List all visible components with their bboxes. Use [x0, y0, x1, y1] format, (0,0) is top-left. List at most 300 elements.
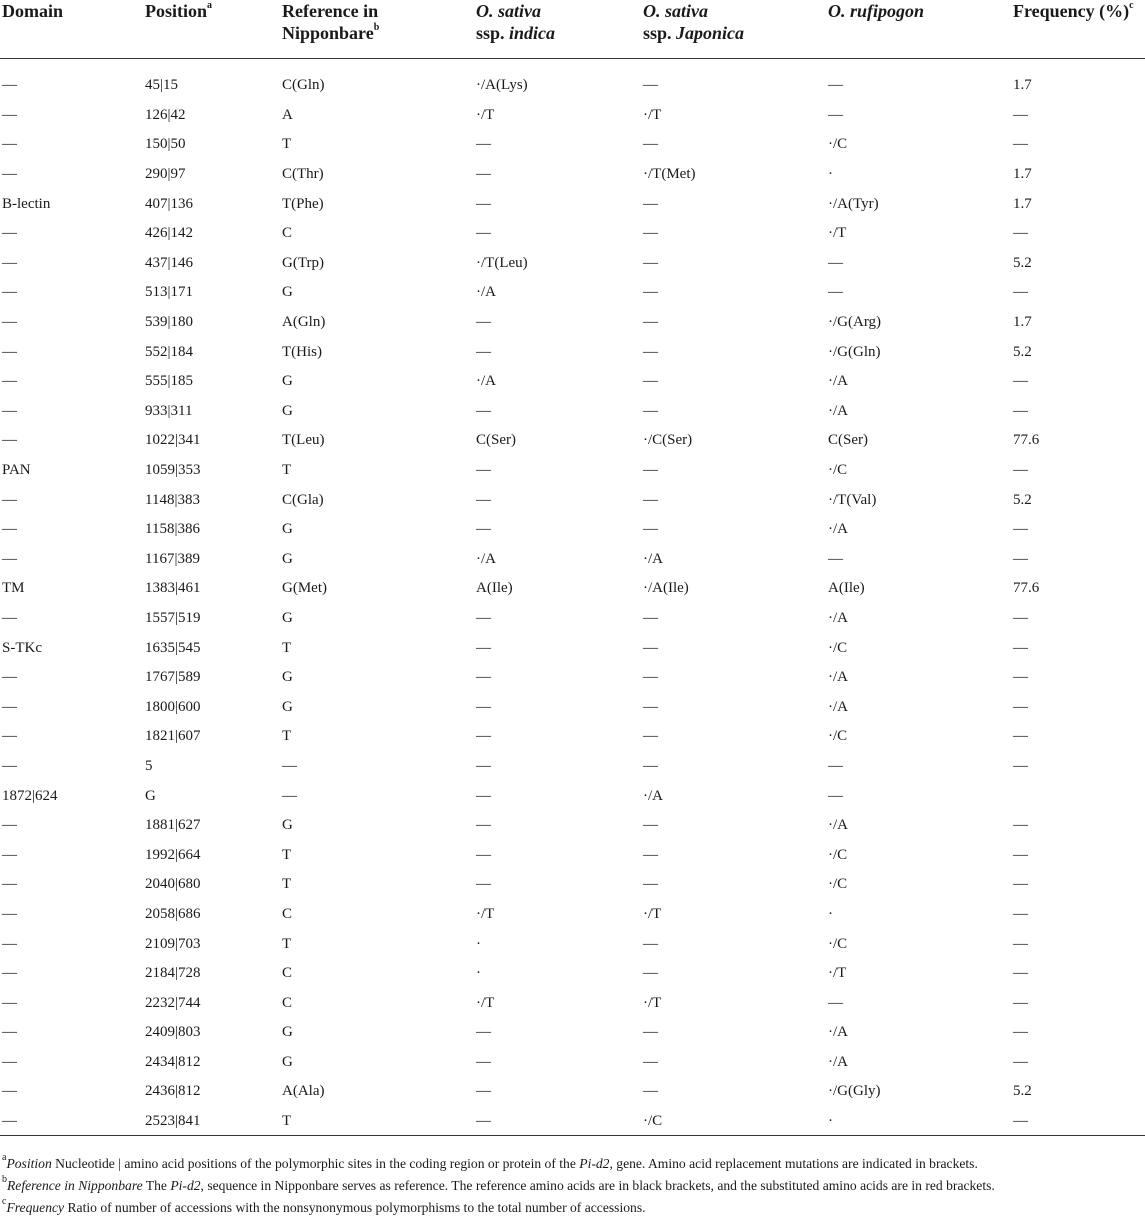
domain-cell: — — [2, 669, 17, 686]
japonica-cell: ·/C — [641, 1106, 826, 1136]
indica-cell: ·/A — [476, 284, 496, 301]
position-cell: 1167|389 — [145, 550, 200, 567]
table-row — [0, 396, 1145, 426]
reference-cell: G — [282, 698, 293, 715]
table-row — [0, 71, 1145, 101]
reference-cell: T — [282, 462, 292, 479]
rufipogon-cell: ·/C — [828, 876, 848, 893]
position-cell: 2109|703 — [145, 935, 201, 952]
frequency-cell: — — [1013, 609, 1028, 626]
indica-cell: A(Ile) — [476, 580, 513, 597]
indica-cell: — — [476, 846, 491, 863]
table-row — [0, 958, 1145, 988]
table-row — [0, 100, 1145, 130]
table-row — [0, 218, 1145, 248]
frequency-cell: 77.6 — [1013, 432, 1040, 449]
rufipogon-cell: ·/G(Arg) — [828, 314, 882, 331]
rufipogon-cell: ·/T(Val) — [828, 491, 877, 508]
reference-cell: T — [280, 1106, 474, 1136]
domain-cell: S-TKc — [2, 639, 42, 656]
reference-cell: C — [282, 994, 293, 1011]
rufipogon-cell: ·/A — [828, 373, 848, 390]
header-row — [0, 0, 1145, 58]
indica-cell: — — [476, 343, 491, 360]
japonica-cell: — — [643, 935, 658, 952]
indica-cell: — — [476, 462, 491, 479]
reference-cell: C(Gla) — [282, 491, 324, 508]
table-row — [0, 278, 1145, 308]
indica-cell: — — [476, 195, 491, 212]
position-cell: 1800|600 — [145, 698, 201, 715]
japonica-cell: — — [643, 1053, 658, 1070]
frequency-cell: — — [1013, 550, 1028, 567]
table-row — [0, 988, 1145, 1018]
indica-cell: — — [476, 728, 491, 745]
rufipogon-cell: ·/A — [828, 402, 848, 419]
reference-cell: G — [282, 284, 293, 301]
japonica-cell: — — [643, 462, 658, 479]
rufipogon-cell: ·/C — [828, 136, 848, 153]
japonica-cell: ·/T(Met) — [643, 166, 696, 183]
domain-cell: — — [2, 1024, 17, 1041]
position-cell: 2232|744 — [145, 994, 201, 1011]
rufipogon-cell: · — [828, 905, 833, 922]
indica-cell: ·/A — [476, 550, 496, 567]
table-row — [0, 130, 1145, 160]
domain-cell: — — [2, 698, 17, 715]
japonica-cell: — — [643, 669, 658, 686]
frequency-cell: 1.7 — [1013, 195, 1032, 212]
frequency-cell: — — [1013, 521, 1028, 538]
domain-cell: — — [2, 965, 17, 982]
rufipogon-cell: ·/A — [828, 817, 848, 834]
reference-cell: T(His) — [282, 343, 322, 360]
japonica-cell: ·/T — [643, 994, 662, 1011]
position-cell: 126|42 — [145, 106, 186, 123]
footnotes — [0, 1153, 1145, 1219]
japonica-cell: — — [643, 1083, 658, 1100]
indica-cell: C(Ser) — [476, 432, 516, 449]
domain-cell: — — [2, 905, 17, 922]
reference-cell: T — [282, 136, 292, 153]
reference-cell: C(Thr) — [282, 166, 324, 183]
indica-cell: — — [476, 1024, 491, 1041]
reference-cell: C(Gln) — [282, 77, 325, 94]
domain-cell: — — [2, 1083, 17, 1100]
rufipogon-cell: ·/C — [828, 639, 848, 656]
domain-cell: TM — [2, 580, 25, 597]
indica-cell: — — [476, 787, 491, 804]
indica-cell: ·/T — [476, 994, 495, 1011]
japonica-cell: — — [643, 284, 658, 301]
domain-cell: — — [2, 609, 17, 626]
position-cell: 539|180 — [145, 314, 194, 331]
domain-cell: — — [2, 728, 17, 745]
frequency-cell: — — [1013, 965, 1028, 982]
rufipogon-cell: · — [828, 166, 833, 183]
rufipogon-cell: ·/A — [828, 521, 848, 538]
frequency-cell: 77.6 — [1013, 580, 1040, 597]
indica-cell: — — [476, 639, 491, 656]
reference-cell: G — [282, 1024, 293, 1041]
footnote-c: $^c$Frequency Ratio of number of accessions with the nonsynonymous polymorphisms to the total number of accessions. — [2, 1196, 646, 1215]
rufipogon-cell: — — [828, 106, 843, 123]
position-cell: 2040|680 — [145, 876, 201, 893]
rufipogon-cell: ·/C — [828, 728, 848, 745]
position-cell: 513|171 — [145, 284, 194, 301]
domain-cell: — — [2, 106, 17, 123]
table-row — [0, 307, 1145, 337]
domain-cell: — — [2, 432, 17, 449]
frequency-cell: — — [1013, 876, 1028, 893]
reference-cell: T — [282, 639, 292, 656]
domain-cell: — — [2, 550, 17, 567]
japonica-cell: — — [643, 817, 658, 834]
domain-cell: — — [2, 77, 17, 94]
reference-cell: G — [282, 373, 293, 390]
header-reference: Reference in Nipponbare$^b$ — [280, 0, 474, 58]
japonica-cell: — — [643, 491, 658, 508]
position-cell: 426|142 — [145, 225, 194, 242]
table-row — [0, 751, 1145, 781]
frequency-cell: — — [1013, 462, 1028, 479]
domain-cell: — — [2, 757, 17, 774]
header-position: Position$^a$ — [143, 0, 280, 58]
domain-cell: — — [2, 225, 17, 242]
rufipogon-cell: ·/A — [828, 1053, 848, 1070]
reference-cell: C — [282, 905, 293, 922]
table-row — [0, 485, 1145, 515]
rufipogon-cell: ·/A — [828, 669, 848, 686]
table-row — [0, 248, 1145, 278]
indica-cell: ·/A(Lys) — [476, 77, 528, 94]
japonica-cell: ·/A(Ile) — [643, 580, 689, 597]
domain-cell: PAN — [2, 462, 31, 479]
frequency-cell: 5.2 — [1013, 254, 1032, 271]
table-row — [0, 662, 1145, 692]
table-row — [0, 633, 1145, 663]
position-cell: 1059|353 — [145, 462, 201, 479]
table-row — [0, 929, 1145, 959]
frequency-cell: — — [1013, 136, 1028, 153]
table-row — [0, 159, 1145, 189]
reference-cell: G — [282, 402, 293, 419]
indica-cell: — — [474, 1106, 641, 1136]
rufipogon-cell: · — [826, 1106, 1011, 1136]
frequency-cell: 1.7 — [1013, 77, 1032, 94]
japonica-cell: — — [643, 521, 658, 538]
table-row — [0, 781, 1145, 811]
reference-cell: G — [282, 1053, 293, 1070]
frequency-cell: — — [1013, 757, 1028, 774]
rufipogon-cell: — — [828, 787, 843, 804]
japonica-cell: — — [643, 225, 658, 242]
japonica-cell: — — [643, 698, 658, 715]
indica-cell: — — [476, 757, 491, 774]
table-row — [0, 692, 1145, 722]
japonica-cell: — — [643, 728, 658, 745]
rufipogon-cell: — — [828, 254, 843, 271]
frequency-cell: — — [1011, 1106, 1145, 1136]
rufipogon-cell: A(Ile) — [828, 580, 865, 597]
indica-cell: — — [476, 1053, 491, 1070]
reference-cell: G — [282, 669, 293, 686]
table-row — [0, 574, 1145, 604]
position-cell: 1767|589 — [145, 669, 201, 686]
indica-cell: — — [476, 314, 491, 331]
footnote-b: $^b$Reference in Nipponbare The Pi-d2, sequence in Nipponbare serves as reference. The reference amino acids are in black brackets, and the substituted amino acids are in red brackets. — [2, 1174, 995, 1193]
rufipogon-cell: — — [828, 77, 843, 94]
japonica-cell: — — [643, 77, 658, 94]
reference-cell: T — [282, 846, 292, 863]
japonica-cell: — — [643, 314, 658, 331]
indica-cell: ·/T(Leu) — [476, 254, 528, 271]
position-cell: 2434|812 — [145, 1053, 201, 1070]
position-cell: 1992|664 — [145, 846, 201, 863]
domain-cell: — — [2, 284, 17, 301]
japonica-cell: — — [643, 639, 658, 656]
indica-cell: ·/T — [476, 106, 495, 123]
reference-cell: A — [282, 106, 293, 123]
header-frequency: Frequency (%)$^c$ — [1011, 0, 1145, 58]
japonica-cell: — — [643, 136, 658, 153]
domain-cell: — — [2, 935, 17, 952]
japonica-cell: ·/A — [643, 787, 663, 804]
frequency-cell: 1.7 — [1013, 166, 1032, 183]
japonica-cell: — — [643, 965, 658, 982]
frequency-cell: — — [1013, 284, 1028, 301]
header-japonica: O. sativa ssp. Japonica — [641, 0, 826, 58]
position-cell: 437|146 — [145, 254, 194, 271]
indica-cell: — — [476, 225, 491, 242]
table-row — [0, 870, 1145, 900]
position-cell: 150|50 — [145, 136, 186, 153]
frequency-cell: — — [1013, 402, 1028, 419]
indica-cell: — — [476, 491, 491, 508]
frequency-cell: — — [1013, 817, 1028, 834]
position-cell: 2184|728 — [145, 965, 201, 982]
frequency-cell: 1.7 — [1013, 314, 1032, 331]
reference-cell: C — [282, 225, 293, 242]
japonica-cell: — — [643, 195, 658, 212]
domain-cell: — — [0, 1106, 143, 1136]
table-row — [0, 426, 1145, 456]
japonica-cell: — — [643, 402, 658, 419]
frequency-cell: — — [1013, 373, 1028, 390]
japonica-cell: — — [643, 1024, 658, 1041]
table-row — [0, 1077, 1145, 1107]
indica-cell: — — [476, 402, 491, 419]
table-row — [0, 544, 1145, 574]
rufipogon-cell: ·/C — [828, 846, 848, 863]
rufipogon-cell: — — [828, 994, 843, 1011]
domain-cell: — — [2, 166, 17, 183]
indica-cell: — — [476, 1083, 491, 1100]
position-cell: 1635|545 — [145, 639, 201, 656]
indica-cell: — — [476, 669, 491, 686]
table-row — [0, 899, 1145, 929]
rufipogon-cell: ·/C — [828, 935, 848, 952]
indica-cell: — — [476, 136, 491, 153]
position-cell: 933|311 — [145, 402, 193, 419]
domain-cell: — — [2, 136, 17, 153]
domain-cell: 1872|624 — [2, 787, 58, 804]
indica-cell: — — [476, 521, 491, 538]
position-cell: 407|136 — [145, 195, 194, 212]
reference-cell: T — [282, 876, 292, 893]
table-row — [0, 1106, 1145, 1136]
position-cell: 552|184 — [145, 343, 194, 360]
position-cell: 45|15 — [145, 77, 179, 94]
japonica-cell: ·/C(Ser) — [643, 432, 693, 449]
table-row — [0, 189, 1145, 219]
domain-cell: — — [2, 373, 17, 390]
indica-cell: — — [476, 817, 491, 834]
position-cell: 290|97 — [145, 166, 186, 183]
rufipogon-cell: ·/A — [828, 698, 848, 715]
japonica-cell: — — [643, 373, 658, 390]
frequency-cell: — — [1013, 994, 1028, 1011]
japonica-cell: — — [643, 876, 658, 893]
japonica-cell: — — [643, 609, 658, 626]
position-cell: 2436|812 — [145, 1083, 201, 1100]
frequency-cell: — — [1013, 698, 1028, 715]
rufipogon-cell: ·/A — [828, 1024, 848, 1041]
position-cell: 2523|841 — [143, 1106, 280, 1136]
frequency-cell: — — [1013, 935, 1028, 952]
table-row — [0, 1047, 1145, 1077]
reference-cell: — — [282, 787, 297, 804]
table-row — [0, 455, 1145, 485]
position-cell: 1821|607 — [145, 728, 201, 745]
table-row — [0, 840, 1145, 870]
table-body — [0, 58, 1145, 1136]
domain-cell: — — [2, 1053, 17, 1070]
domain-cell: — — [2, 846, 17, 863]
domain-cell: — — [2, 343, 17, 360]
frequency-cell: 5.2 — [1013, 1083, 1032, 1100]
domain-cell: — — [2, 402, 17, 419]
domain-cell: — — [2, 876, 17, 893]
position-cell: 1881|627 — [145, 817, 201, 834]
japonica-cell: ·/T — [643, 905, 662, 922]
table-row — [0, 366, 1145, 396]
position-cell: 1148|383 — [145, 491, 200, 508]
table-row — [0, 337, 1145, 367]
reference-cell: G(Trp) — [282, 254, 324, 271]
frequency-cell: — — [1013, 905, 1028, 922]
reference-cell: G — [282, 609, 293, 626]
rufipogon-cell: ·/A(Tyr) — [828, 195, 879, 212]
frequency-cell: — — [1013, 846, 1028, 863]
position-cell: 555|185 — [145, 373, 194, 390]
reference-cell: T(Phe) — [282, 195, 324, 212]
position-cell: 1158|386 — [145, 521, 200, 538]
frequency-cell: — — [1013, 106, 1028, 123]
frequency-cell: 5.2 — [1013, 343, 1032, 360]
position-cell: 2058|686 — [145, 905, 201, 922]
rufipogon-cell: — — [828, 757, 843, 774]
japonica-cell: ·/A — [643, 550, 663, 567]
reference-cell: G — [282, 817, 293, 834]
header-rufipogon: O. rufipogon — [826, 0, 1011, 58]
reference-cell: T — [282, 728, 292, 745]
frequency-cell — [1011, 781, 1145, 811]
indica-cell: ·/T — [476, 905, 495, 922]
japonica-cell: — — [643, 254, 658, 271]
rufipogon-cell: ·/G(Gly) — [828, 1083, 881, 1100]
header-indica: O. sativa ssp. indica — [474, 0, 641, 58]
frequency-cell: 5.2 — [1013, 491, 1032, 508]
indica-cell: — — [476, 876, 491, 893]
table-row — [0, 603, 1145, 633]
reference-cell: G(Met) — [282, 580, 327, 597]
reference-cell: A(Gln) — [282, 314, 326, 331]
frequency-cell: — — [1013, 639, 1028, 656]
japonica-cell: — — [643, 343, 658, 360]
rufipogon-cell: ·/T — [828, 225, 847, 242]
domain-cell: — — [2, 817, 17, 834]
indica-cell: — — [476, 609, 491, 626]
frequency-cell: — — [1013, 225, 1028, 242]
domain-cell: B-lectin — [2, 195, 51, 212]
position-cell: 2409|803 — [145, 1024, 201, 1041]
body-top-spacer — [0, 58, 1145, 71]
domain-cell: — — [2, 994, 17, 1011]
indica-cell: · — [476, 965, 481, 982]
rufipogon-cell: — — [828, 550, 843, 567]
domain-cell: — — [2, 314, 17, 331]
frequency-cell: — — [1013, 669, 1028, 686]
frequency-cell: — — [1013, 728, 1028, 745]
frequency-cell: — — [1013, 1024, 1028, 1041]
rufipogon-cell: ·/T — [828, 965, 847, 982]
domain-cell: — — [2, 254, 17, 271]
position-cell: 1022|341 — [145, 432, 201, 449]
table-row — [0, 810, 1145, 840]
reference-cell: T(Leu) — [282, 432, 325, 449]
reference-cell: G — [282, 521, 293, 538]
indica-cell: ·/A — [476, 373, 496, 390]
rufipogon-cell: ·/A — [828, 609, 848, 626]
reference-cell: — — [282, 757, 297, 774]
japonica-cell: — — [643, 757, 658, 774]
reference-cell: C — [282, 965, 293, 982]
position-cell: G — [145, 787, 156, 804]
rufipogon-cell: — — [828, 284, 843, 301]
rufipogon-cell: ·/C — [828, 462, 848, 479]
position-cell: 1557|519 — [145, 609, 201, 626]
footnote-a: $^a$Position Nucleotide | amino acid positions of the polymorphic sites in the coding region or protein of the Pi-d2, gene. Amino acid replacement mutations are indicated in brackets. — [2, 1152, 978, 1171]
japonica-cell: — — [643, 846, 658, 863]
frequency-cell: — — [1013, 1053, 1028, 1070]
reference-cell: T — [282, 935, 292, 952]
indica-cell: · — [476, 935, 481, 952]
indica-cell: — — [476, 698, 491, 715]
position-cell: 1383|461 — [145, 580, 201, 597]
reference-cell: G — [282, 550, 293, 567]
position-cell: 5 — [145, 757, 153, 774]
table-row — [0, 514, 1145, 544]
japonica-cell: ·/T — [643, 106, 662, 123]
table-row — [0, 722, 1145, 752]
indica-cell: — — [476, 166, 491, 183]
domain-cell: — — [2, 521, 17, 538]
table-row — [0, 1018, 1145, 1048]
reference-cell: A(Ala) — [282, 1083, 325, 1100]
domain-cell: — — [2, 491, 17, 508]
rufipogon-cell: C(Ser) — [828, 432, 868, 449]
